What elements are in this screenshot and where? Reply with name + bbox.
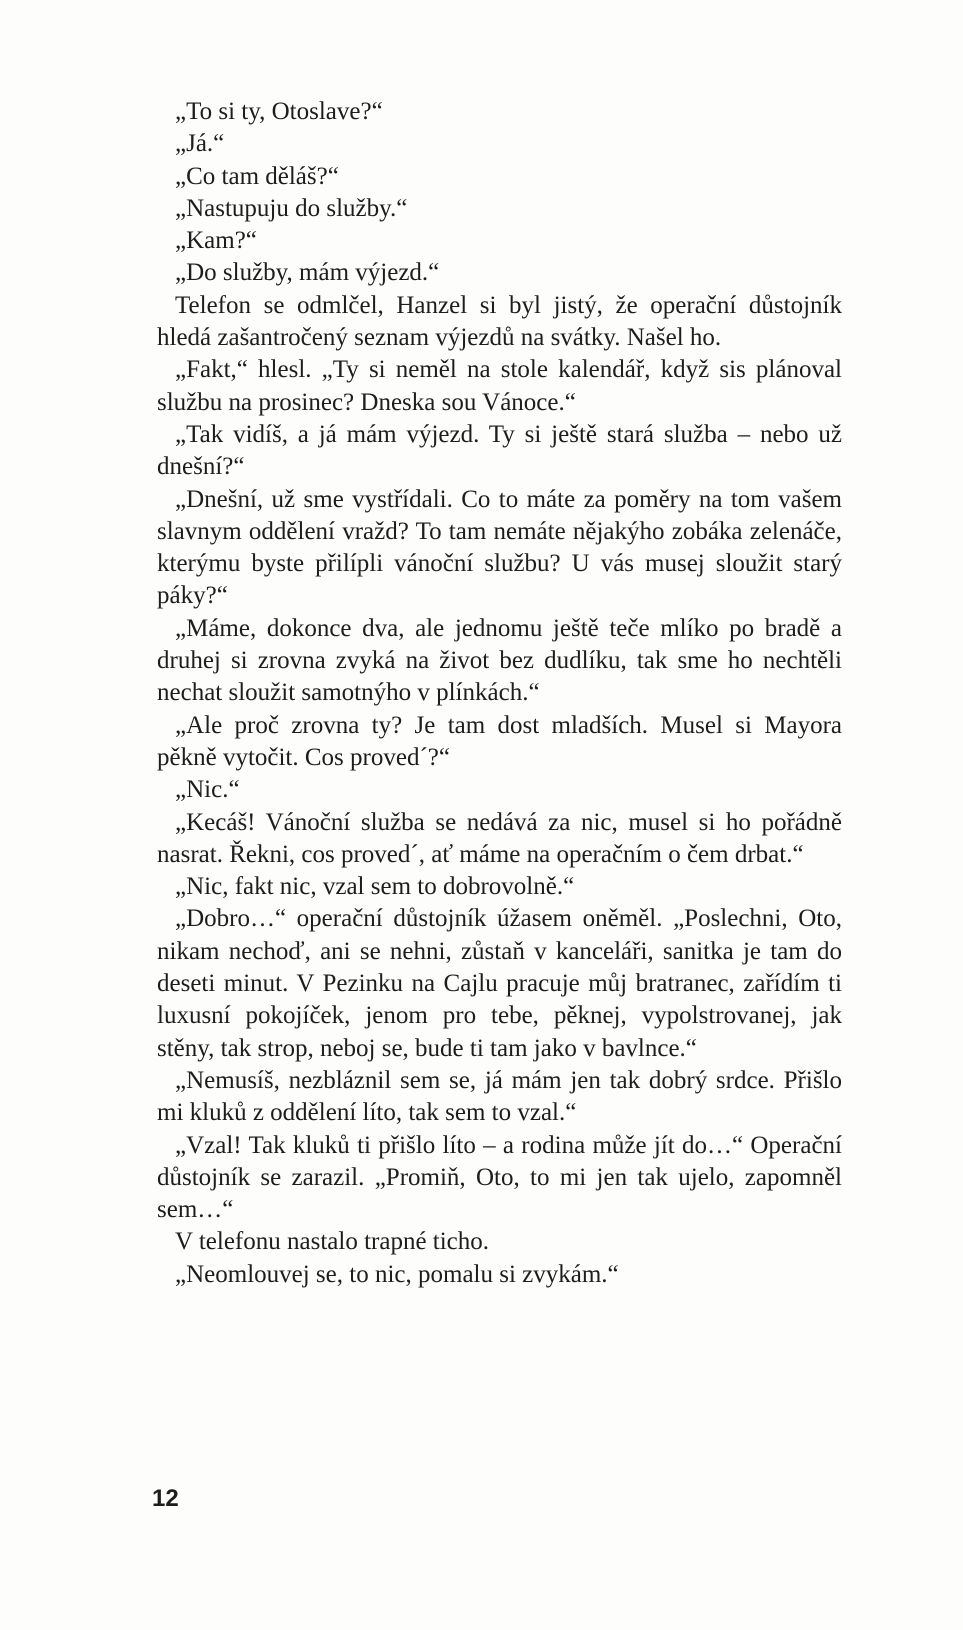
paragraph: „Nic, fakt nic, vzal sem to dobrovolně.“ [175, 873, 575, 901]
paragraph: „Neomlouvej se, to nic, pomalu si zvykám.“ [175, 1260, 619, 1288]
paragraph: „To si ty, Otoslave?“ [175, 98, 383, 125]
paragraph: „Tak vidíš, a já mám výjezd. Ty si ještě stará služba – nebo už dnešní?“ [157, 420, 842, 481]
paragraph: „Dnešní, už sme vystřídali. Co to máte za poměry na tom vašem slavnym oddělení vražd? To tam nemáte nějakýho zobáka zelenáče, kterýmu byste přilípli vánoční službu? U vás musej sloužit starý páky?“ [157, 485, 842, 610]
paragraph: „Kecáš! Vánoční služba se nedává za nic, musel si ho pořádně nasrat. Řekni, cos proved´, ať máme na operačním o čem drbat.“ [157, 808, 842, 868]
page-number: 12 [152, 1485, 179, 1512]
paragraph: „Nastupuju do služby.“ [175, 194, 408, 222]
paragraph: „Do služby, mám výjezd.“ [175, 259, 440, 287]
paragraph: „Co tam děláš?“ [175, 162, 339, 190]
paragraph: „Dobro…“ operační důstojník úžasem oněměl. „Poslechni, Oto, nikam nechoď, ani se nehni, zůstaň v kanceláři, sanitka je tam do deseti minut. V Pezinku na Cajlu pracuje můj bratranec, zařídím ti luxusní pokojíček, jenom pro tebe, pěknej, vypolstrovanej, jak stěny, tak strop, neboj se, bude ti tam jako v bavlnce.“ [157, 905, 842, 1062]
paragraph: „Fakt,“ hlesl. „Ty si neměl na stole kalendář, když sis plánoval službu na prosinec? Dneska sou Vánoce.“ [157, 356, 842, 416]
paragraph: „Kam?“ [175, 227, 257, 255]
paragraph: „Nic.“ [175, 776, 240, 804]
paragraph: V telefonu nastalo trapné ticho. [175, 1228, 490, 1256]
paragraph: „Já.“ [175, 130, 225, 158]
paragraph: „Nemusíš, nezbláznil sem se, já mám jen tak dobrý srdce. Přišlo mi kluků z oddělení líto, tak sem to vzal.“ [157, 1066, 842, 1127]
paragraph: „Máme, dokonce dva, ale jednomu ještě teče mlíko po bradě a druhej si zrovna zvyká na život bez dudlíku, tak sme ho nechtěli nechat sloužit samotnýho v plínkách.“ [157, 614, 842, 707]
body-text [157, 96, 842, 1291]
paragraph: „Vzal! Tak kluků ti přišlo líto – a rodina může jít do…“ Operační důstojník se zarazil. „Promiň, Oto, to mi jen tak ujelo, zapomněl sem…“ [157, 1131, 842, 1224]
paragraph: „Ale proč zrovna ty? Je tam dost mladších. Musel si Mayora pěkně vytočit. Cos proved´?“ [157, 711, 842, 771]
paragraph: Telefon se odmlčel, Hanzel si byl jistý, že operační důstojník hledá zašantročený seznam výjezdů na svátky. Našel ho. [157, 291, 842, 352]
